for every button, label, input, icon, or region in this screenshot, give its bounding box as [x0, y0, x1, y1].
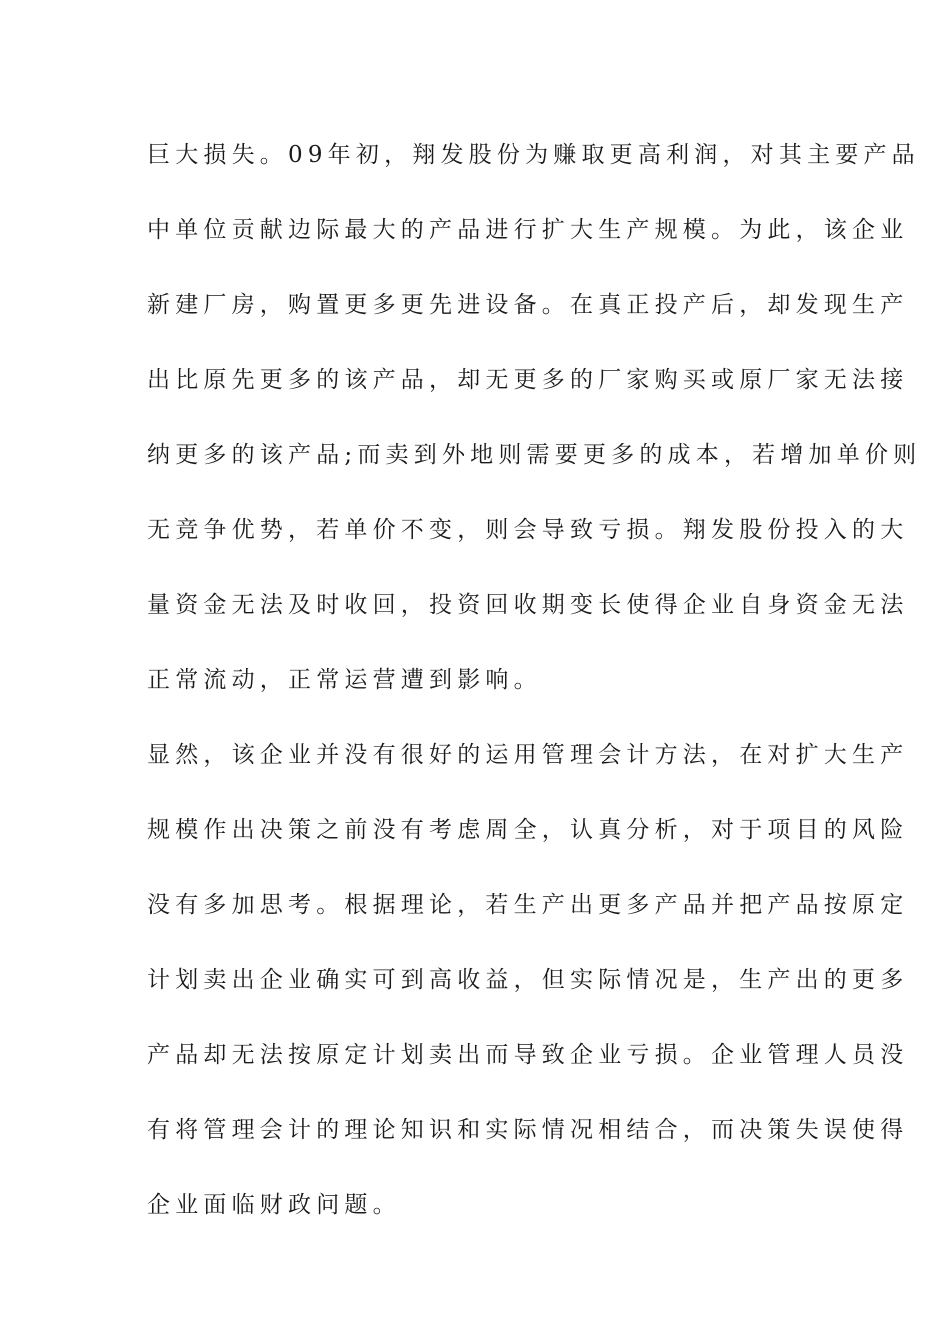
text-line: 新建厂房，购置更多更先进设备。在真正投产后，却发现生产: [147, 292, 909, 318]
text-line: 出比原先更多的该产品，却无更多的厂家购买或原厂家无法接: [147, 367, 909, 393]
text-line: 纳更多的该产品;而卖到外地则需要更多的成本，若增加单价则: [147, 442, 922, 468]
text-line: 规模作出决策之前没有考虑周全，认真分析，对于项目的风险: [147, 817, 909, 843]
text-line: 有将管理会计的理论知识和实际情况相结合，而决策失误使得: [147, 1117, 909, 1143]
text-line: 计划卖出企业确实可到高收益，但实际情况是，生产出的更多: [147, 967, 909, 993]
text-line: 没有多加思考。根据理论，若生产出更多产品并把产品按原定: [147, 892, 909, 918]
text-line: 企业面临财政问题。: [147, 1192, 401, 1218]
text-line: 正常流动，正常运营遭到影响。: [147, 667, 542, 693]
text-line: 无竞争优势，若单价不变，则会导致亏损。翔发股份投入的大: [147, 517, 909, 543]
text-line: 产品却无法按原定计划卖出而导致企业亏损。企业管理人员没: [147, 1042, 909, 1068]
text-line: 显然，该企业并没有很好的运用管理会计方法，在对扩大生产: [147, 742, 909, 768]
text-line: 量资金无法及时收回，投资回收期变长使得企业自身资金无法: [147, 592, 909, 618]
text-line: 中单位贡献边际最大的产品进行扩大生产规模。为此，该企业: [147, 217, 909, 243]
text-line: 巨大损失。09年初，翔发股份为赚取更高利润，对其主要产品: [147, 142, 920, 168]
